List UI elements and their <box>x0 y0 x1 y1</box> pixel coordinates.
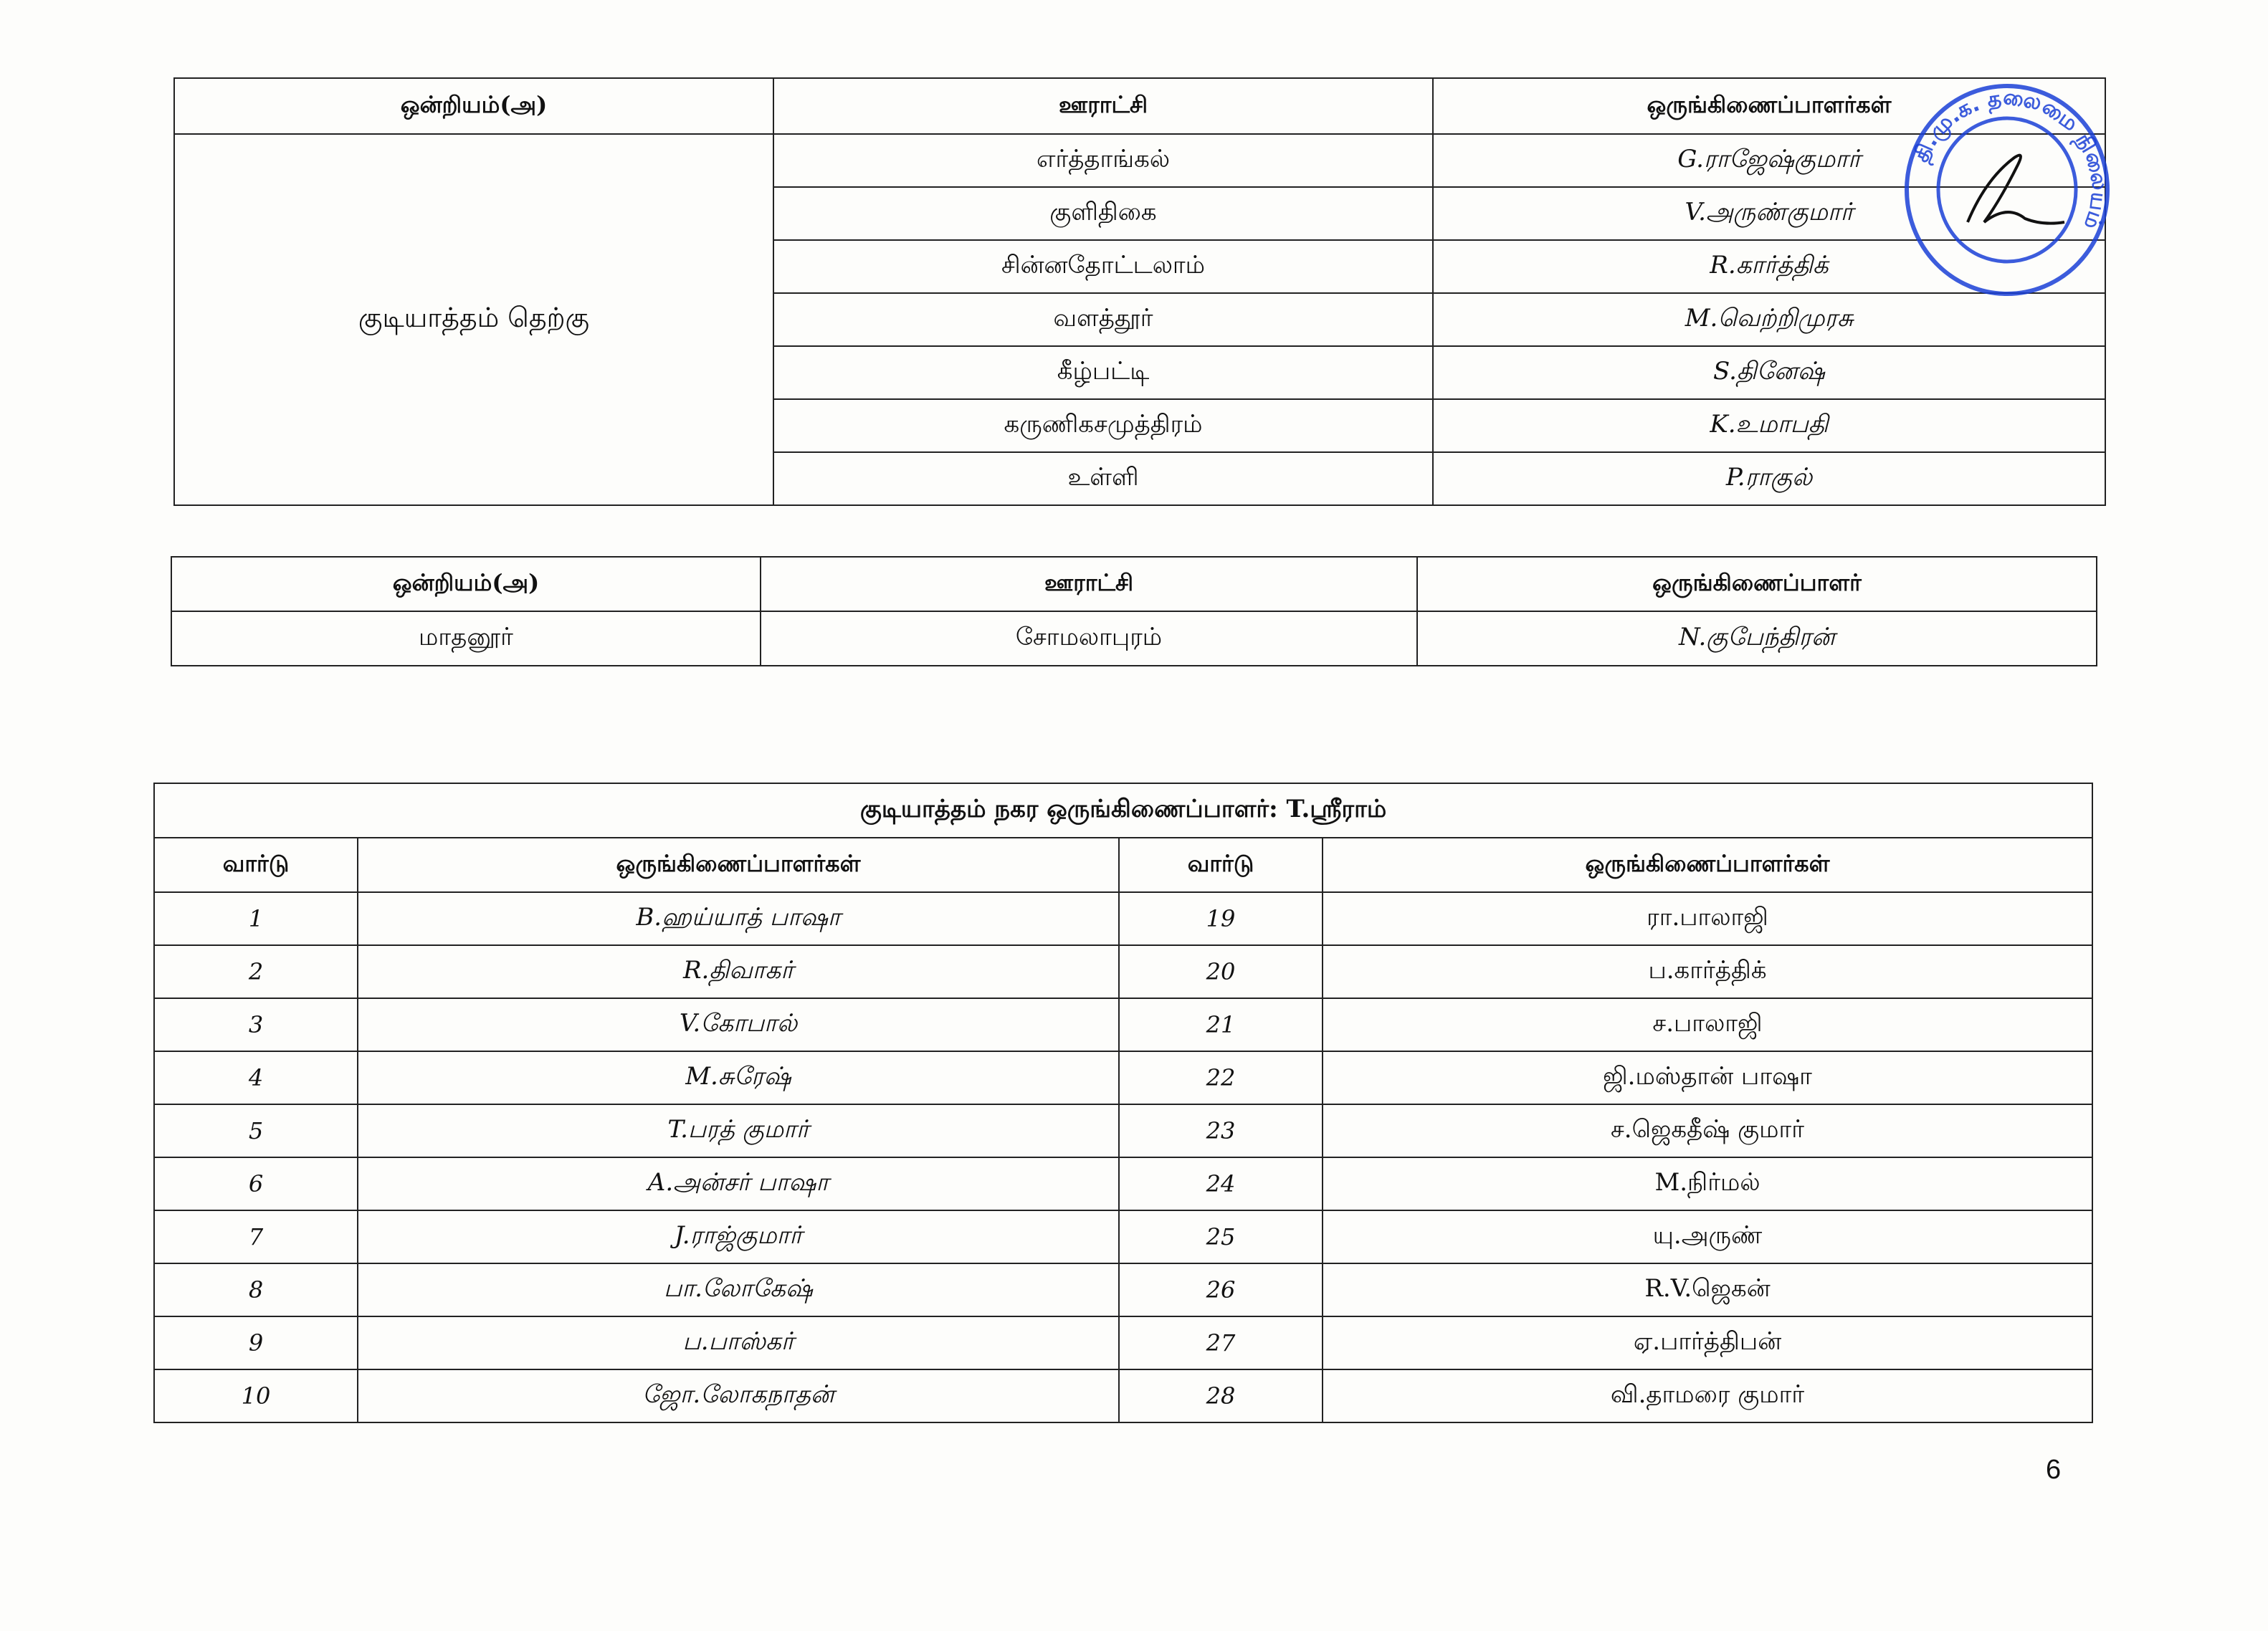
village-cell: சின்னதோட்டலாம் <box>773 240 1433 293</box>
ward-number-cell: 27 <box>1119 1316 1323 1369</box>
coordinator-cell: M.வெற்றிமுரசு <box>1433 293 2105 346</box>
coordinator-cell: V.கோபால் <box>358 998 1119 1051</box>
ward-number-cell: 5 <box>154 1104 358 1157</box>
table-header-row <box>154 838 2092 892</box>
village-cell: சோமலாபுரம் <box>761 611 1417 666</box>
coordinator-cell: B.ஹய்யாத் பாஷா <box>358 892 1119 945</box>
ward-number-cell: 2 <box>154 945 358 998</box>
village-cell: உள்ளி <box>773 452 1433 505</box>
union-table-south <box>173 77 2106 506</box>
ward-number-cell: 24 <box>1119 1157 1323 1210</box>
table-row <box>154 1051 2092 1104</box>
ward-number-cell: 23 <box>1119 1104 1323 1157</box>
union-table-mathanur <box>171 556 2097 666</box>
coordinator-cell: R.V.ஜெகன் <box>1323 1263 2092 1316</box>
ward-number-cell: 6 <box>154 1157 358 1210</box>
ward-number-cell: 3 <box>154 998 358 1051</box>
table-row <box>174 134 2105 187</box>
ward-number-cell: 8 <box>154 1263 358 1316</box>
svg-text:தி.மு.க. தலைமை நிலையம்: தி.மு.க. தலைமை நிலையம் <box>1908 84 2113 233</box>
header-coordinators: ஒருங்கிணைப்பாளர்கள் <box>1323 838 2092 892</box>
header-coordinators: ஒருங்கிணைப்பாளர்கள் <box>1433 78 2105 134</box>
village-cell: எர்த்தாங்கல் <box>773 134 1433 187</box>
table-row <box>154 998 2092 1051</box>
coordinator-cell: P.ராகுல் <box>1433 452 2105 505</box>
ward-number-cell: 20 <box>1119 945 1323 998</box>
header-village: ஊராட்சி <box>761 557 1417 611</box>
coordinator-cell: J.ராஜ்குமார் <box>358 1210 1119 1263</box>
table-row <box>154 945 2092 998</box>
table-row <box>154 892 2092 945</box>
coordinator-cell: ப.கார்த்திக் <box>1323 945 2092 998</box>
coordinator-cell: K.உமாபதி <box>1433 399 2105 452</box>
table-header-row <box>174 78 2105 134</box>
coordinator-cell: ஜி.மஸ்தான் பாஷா <box>1323 1051 2092 1104</box>
table-row <box>154 1104 2092 1157</box>
ward-number-cell: 22 <box>1119 1051 1323 1104</box>
coordinator-cell: ஜோ.லோகநாதன் <box>358 1369 1119 1422</box>
village-cell: கீழ்பட்டி <box>773 346 1433 399</box>
table-header-row <box>171 557 2097 611</box>
coordinator-cell: பா.லோகேஷ் <box>358 1263 1119 1316</box>
coordinator-cell: T.பரத் குமார் <box>358 1104 1119 1157</box>
union-cell: மாதனூர் <box>171 611 761 666</box>
coordinator-cell: M.சுரேஷ் <box>358 1051 1119 1104</box>
header-union: ஒன்றியம்(அ) <box>174 78 773 134</box>
coordinator-cell: ஏ.பார்த்திபன் <box>1323 1316 2092 1369</box>
coordinator-cell: N.குபேந்திரன் <box>1417 611 2097 666</box>
header-union: ஒன்றியம்(அ) <box>171 557 761 611</box>
coordinator-cell: யு.அருண் <box>1323 1210 2092 1263</box>
coordinator-cell: ப.பாஸ்கர் <box>358 1316 1119 1369</box>
coordinator-cell: வி.தாமரை குமார் <box>1323 1369 2092 1422</box>
coordinator-cell: G.ராஜேஷ்குமார் <box>1433 134 2105 187</box>
header-ward: வார்டு <box>154 838 358 892</box>
coordinator-cell: S.தினேஷ் <box>1433 346 2105 399</box>
ward-number-cell: 19 <box>1119 892 1323 945</box>
table-row <box>171 611 2097 666</box>
ward-number-cell: 1 <box>154 892 358 945</box>
village-cell: கருணிகசமுத்திரம் <box>773 399 1433 452</box>
ward-number-cell: 4 <box>154 1051 358 1104</box>
ward-number-cell: 10 <box>154 1369 358 1422</box>
ward-number-cell: 21 <box>1119 998 1323 1051</box>
union-name: குடியாத்தம் தெற்கு <box>174 134 773 505</box>
town-coordinator-title: குடியாத்தம் நகர ஒருங்கிணைப்பாளர்: T.ஸ்ரீராம் <box>154 783 2092 838</box>
coordinator-cell: R.திவாகர் <box>358 945 1119 998</box>
ward-number-cell: 26 <box>1119 1263 1323 1316</box>
table-row <box>154 1263 2092 1316</box>
coordinator-cell: V.அருண்குமார் <box>1433 187 2105 240</box>
header-coordinator: ஒருங்கிணைப்பாளர் <box>1417 557 2097 611</box>
coordinator-cell: ச.ஜெகதீஷ் குமார் <box>1323 1104 2092 1157</box>
village-cell: குளிதிகை <box>773 187 1433 240</box>
page-number: 6 <box>2046 1455 2062 1485</box>
ward-number-cell: 7 <box>154 1210 358 1263</box>
table-title-row <box>154 783 2092 838</box>
coordinator-cell: M.நிர்மல் <box>1323 1157 2092 1210</box>
header-coordinators: ஒருங்கிணைப்பாளர்கள் <box>358 838 1119 892</box>
table-row <box>154 1157 2092 1210</box>
table-row <box>154 1369 2092 1422</box>
header-village: ஊராட்சி <box>773 78 1433 134</box>
ward-coordinators-table <box>153 783 2093 1423</box>
coordinator-cell: ரா.பாலாஜி <box>1323 892 2092 945</box>
ward-number-cell: 25 <box>1119 1210 1323 1263</box>
ward-number-cell: 9 <box>154 1316 358 1369</box>
header-ward: வார்டு <box>1119 838 1323 892</box>
coordinator-cell: ச.பாலாஜி <box>1323 998 2092 1051</box>
coordinator-cell: R.கார்த்திக் <box>1433 240 2105 293</box>
table-row <box>154 1210 2092 1263</box>
ward-number-cell: 28 <box>1119 1369 1323 1422</box>
village-cell: வளத்தூர் <box>773 293 1433 346</box>
coordinator-cell: A.அன்சர் பாஷா <box>358 1157 1119 1210</box>
table-row <box>154 1316 2092 1369</box>
